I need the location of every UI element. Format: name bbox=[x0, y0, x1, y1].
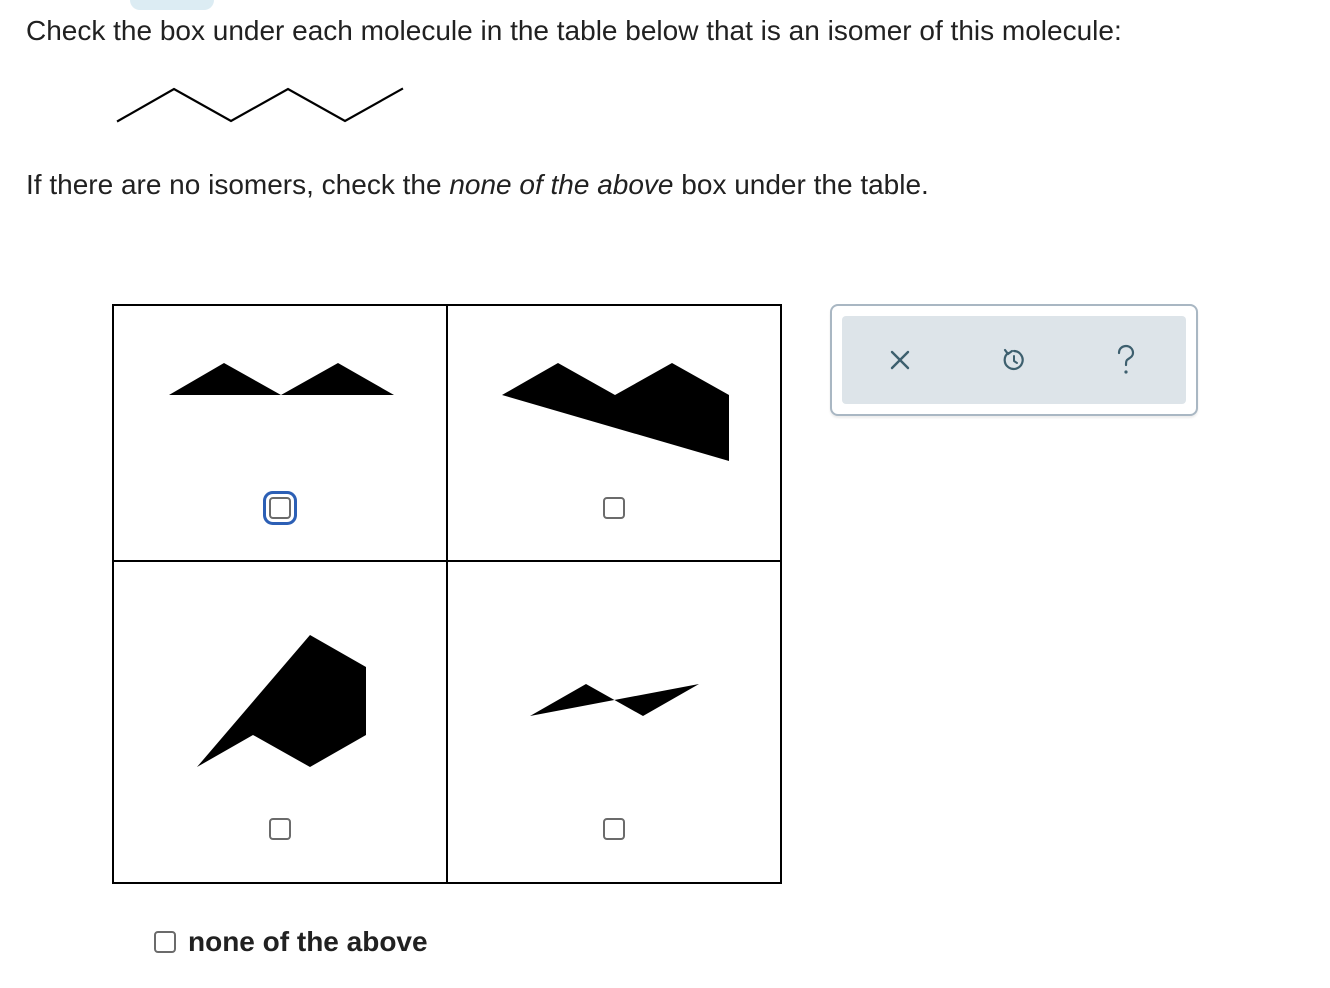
instruction-text-part1: If there are no isomers, check the bbox=[26, 169, 450, 200]
question-prompt-text: Check the box under each molecule in the table below that is an isomer of this molecule: bbox=[26, 15, 1122, 46]
instruction-emphasis: none of the above bbox=[449, 169, 674, 200]
molecule-option-1 bbox=[114, 306, 448, 560]
clear-button[interactable] bbox=[882, 342, 918, 378]
question-instruction bbox=[26, 168, 929, 202]
help-button[interactable] bbox=[1108, 342, 1144, 378]
top-tab bbox=[130, 0, 214, 10]
undo-icon bbox=[1001, 347, 1027, 373]
question-prompt bbox=[26, 14, 1122, 48]
none-of-the-above-option[interactable] bbox=[154, 924, 428, 960]
table-row bbox=[113, 561, 781, 883]
table-cell bbox=[447, 561, 781, 883]
target-molecule bbox=[115, 84, 415, 134]
table-cell bbox=[447, 305, 781, 561]
option-2-checkbox[interactable] bbox=[603, 497, 625, 519]
molecule-1-main-chain bbox=[169, 363, 394, 395]
none-of-the-above-checkbox[interactable] bbox=[154, 931, 176, 953]
table-row bbox=[113, 305, 781, 561]
none-of-the-above-label: none of the above bbox=[188, 926, 428, 957]
help-icon bbox=[1115, 345, 1137, 375]
option-3-checkbox[interactable] bbox=[269, 818, 291, 840]
answer-toolbar bbox=[830, 304, 1198, 416]
answer-table bbox=[112, 304, 782, 884]
molecule-3-chain bbox=[197, 635, 366, 767]
table-cell bbox=[113, 561, 447, 883]
option-4-checkbox[interactable] bbox=[603, 818, 625, 840]
molecule-2-chain bbox=[502, 363, 729, 461]
target-molecule-skeleton bbox=[118, 89, 402, 121]
undo-button[interactable] bbox=[996, 342, 1032, 378]
table-cell bbox=[113, 305, 447, 561]
instruction-text-part2: box under the table. bbox=[673, 169, 929, 200]
molecule-option-2 bbox=[448, 306, 782, 560]
toolbar-button-group bbox=[842, 316, 1186, 404]
close-icon bbox=[889, 349, 911, 371]
molecule-4-main-chain bbox=[530, 684, 699, 716]
option-1-checkbox[interactable] bbox=[269, 497, 291, 519]
